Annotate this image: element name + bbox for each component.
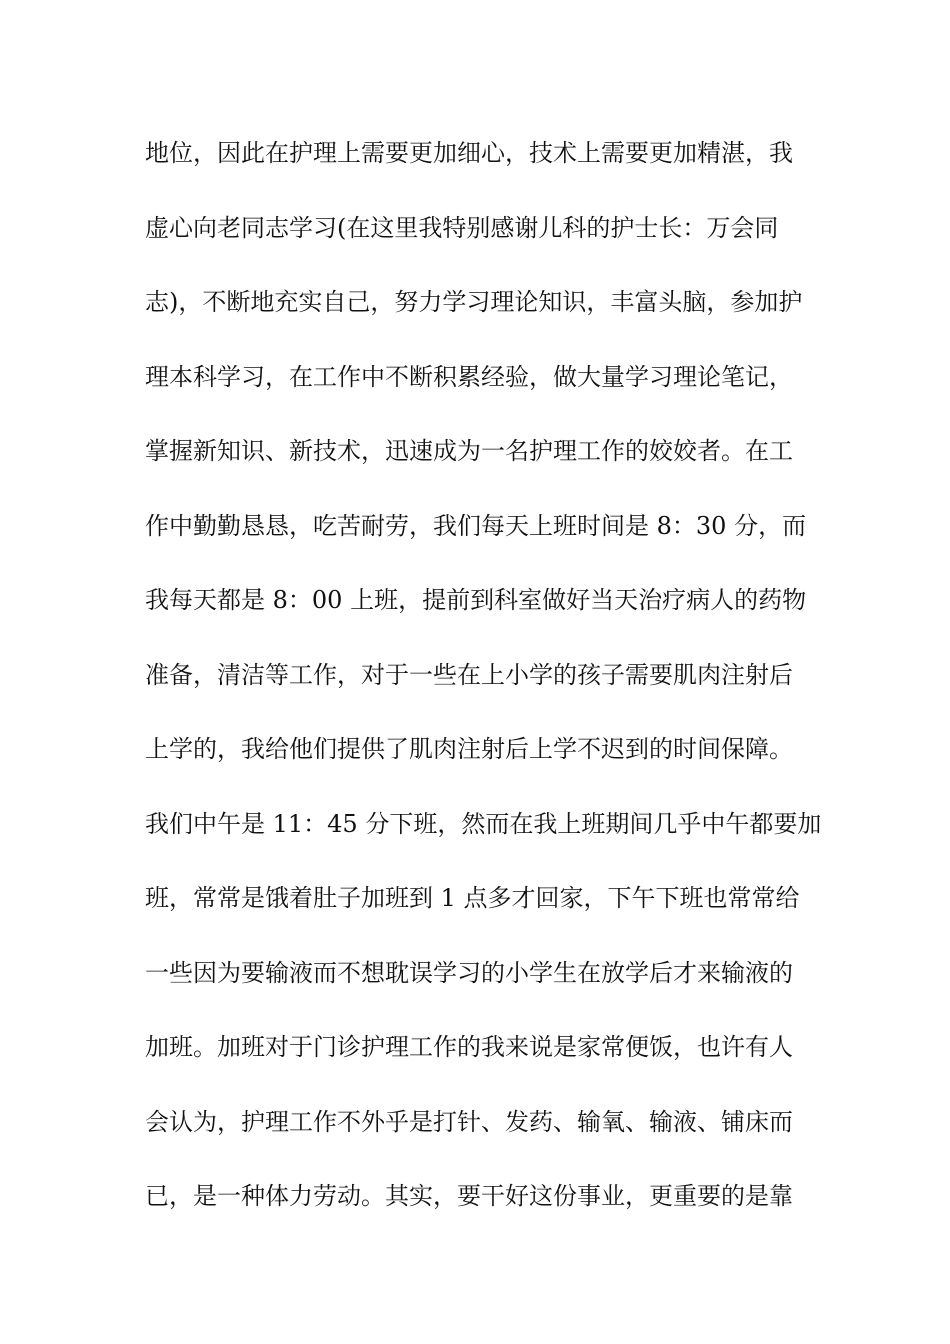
text-line-3: 志)，不断地充实自己，努力学习理论知识，丰富头脑，参加护 — [145, 288, 803, 316]
text-line-8: 准备，清洁等工作，对于一些在上小学的孩子需要肌肉注射后 — [145, 660, 793, 689]
text-line-15: 已，是一种体力劳动。其实，要干好这份事业，更重要的是靠 — [145, 1182, 793, 1210]
text-line-7: 我每天都是 8：00 上班，提前到科室做好当天治疗病人的药物 — [145, 586, 807, 614]
text-line-14: 会认为，护理工作不外乎是打针、发药、输氧、输液、铺床而 — [145, 1107, 793, 1136]
text-line-12: 一些因为要输液而不想耽误学习的小学生在放学后才来输液的 — [145, 958, 793, 987]
text-line-11: 班，常常是饿着肚子加班到 1 点多才回家，下午下班也常常给 — [145, 884, 800, 912]
text-line-10: 我们中午是 11：45 分下班，然而在我上班期间几乎中午都要加 — [145, 809, 822, 838]
text-line-6: 作中勤勤恳恳，吃苦耐劳，我们每天上班时间是 8：30 分，而 — [145, 511, 807, 540]
text-line-5: 掌握新知识、新技术，迅速成为一名护理工作的姣姣者。在工 — [145, 437, 793, 465]
text-line-2: 虚心向老同志学习(在这里我特别感谢儿科的护士长：万会同 — [145, 213, 779, 242]
text-line-9: 上学的，我给他们提供了肌肉注射后上学不迟到的时间保障。 — [145, 735, 793, 763]
text-line-1: 地位，因此在护理上需要更加细心，技术上需要更加精湛，我 — [145, 139, 793, 167]
body-text — [145, 130, 822, 1248]
text-line-13: 加班。加班对于门诊护理工作的我来说是家常便饭，也许有人 — [145, 1033, 793, 1061]
text-line-4: 理本科学习，在工作中不断积累经验，做大量学习理论笔记， — [145, 362, 793, 391]
